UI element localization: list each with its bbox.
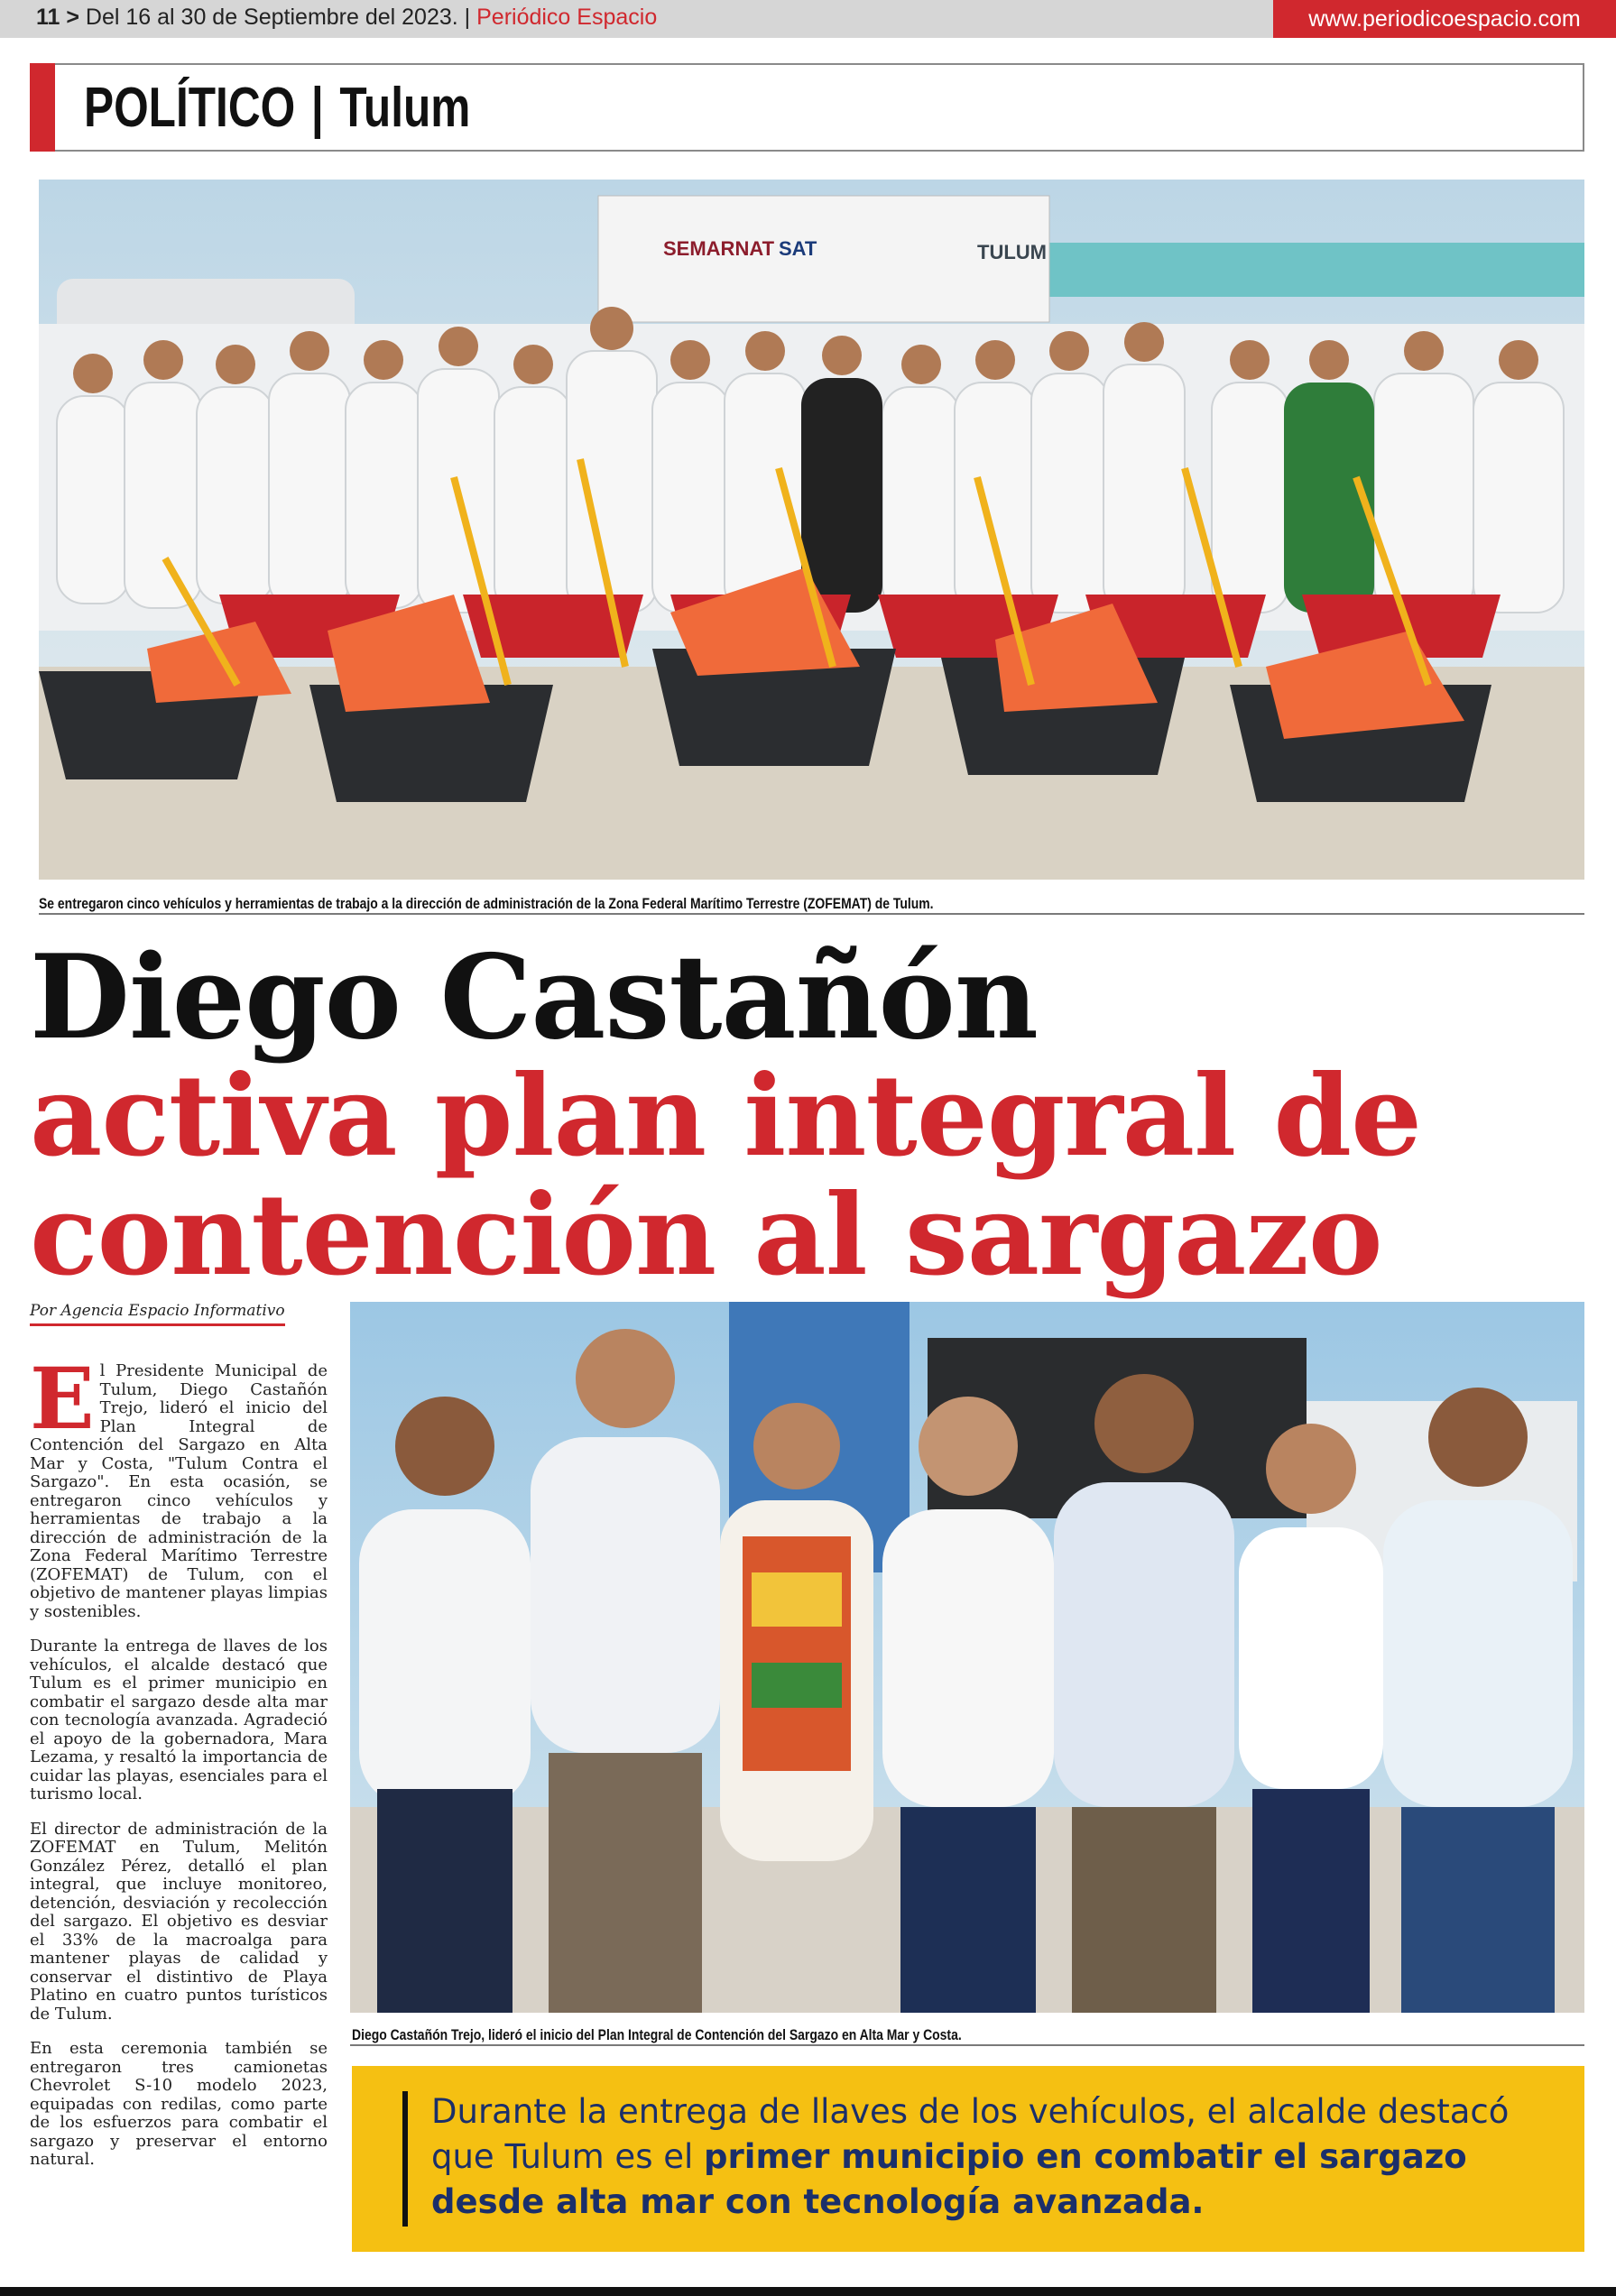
banner-semarnat: SEMARNAT bbox=[663, 237, 775, 260]
section-separator: | bbox=[310, 77, 324, 139]
section-place: Tulum bbox=[339, 77, 471, 139]
drop-cap: E bbox=[30, 1350, 95, 1449]
issue-info bbox=[36, 5, 657, 31]
article-paragraph-3: El director de administración de la ZOFEMAT en Tulum, Melitón González Pérez, detalló el plan integral, que incluye monitoreo, detención, desviación y recolección del sargazo. El objetivo es desviar el 33% de la macroalga para mantener playas de calidad y conservar el distintivo de Playa Platino en cuatro puntos turísticos de Tulum. bbox=[30, 1819, 328, 2024]
headline-line-2: activa plan integral de bbox=[30, 1051, 1421, 1182]
section-title bbox=[84, 76, 470, 141]
pull-quote-normal: Durante la entrega de llaves de los vehículos, el alcalde destacó que Tulum es el bbox=[431, 2092, 1510, 2176]
caption2-rule bbox=[350, 2044, 1584, 2046]
website-link[interactable]: www.periodicoespacio.com bbox=[1273, 0, 1616, 38]
banner-sat: SAT bbox=[779, 237, 817, 260]
pull-quote-bar bbox=[402, 2091, 408, 2227]
date-range: Del 16 al 30 de Septiembre del 2023. | bbox=[78, 5, 477, 30]
byline: Por Agencia Espacio Informativo bbox=[30, 1302, 285, 1326]
section-category: POLÍTICO bbox=[84, 77, 296, 139]
publication-name: Periódico Espacio bbox=[476, 5, 658, 30]
article-body bbox=[30, 1350, 328, 2186]
pull-quote bbox=[352, 2066, 1584, 2252]
group-photo bbox=[39, 180, 1584, 880]
pull-quote-text bbox=[431, 2089, 1559, 2225]
section-header bbox=[30, 63, 1584, 152]
page-number: 11 > bbox=[36, 5, 79, 30]
paragraph-1-text: l Presidente Municipal de Tulum, Diego Castañón Trejo, lideró el inicio del Plan Integral de Contención del Sargazo en Alta Mar y Costa, "Tulum Contra el Sargazo". En esta ocasión, se entregaron cinco vehículos y herramientas de trabajo a la dirección de administración de la Zona Federal Marítimo Terrestre (ZOFEMAT) de Tulum, con el objetivo de mantener playas limpias y sostenibles. bbox=[30, 1361, 328, 1621]
headline-line-1: Diego Castañón bbox=[30, 930, 1038, 1065]
photo1-caption: Se entregaron cinco vehículos y herramientas de trabajo a la dirección de administración de la Zona Federal Marítimo Terrestre (ZOFEMAT) de Tulum. bbox=[39, 895, 934, 912]
caption1-rule bbox=[39, 913, 1584, 915]
article-paragraph-2: Durante la entrega de llaves de los vehículos, el alcalde destacó que Tulum es el primer municipio en combatir el sargazo desde alta mar con tecnología avanzada. Agradeció el apoyo de la gobernadora, Mara Lezama, y resaltó la importancia de cuidar las playas, esenciales para el turismo local. bbox=[30, 1637, 328, 1803]
headline bbox=[30, 930, 1600, 1301]
article-paragraph-4: En esta ceremonia también se entregaron tres camionetas Chevrolet S-10 modelo 2023, equipadas con redilas, como parte de los esfuerzos para combatir el sargazo y preservar el entorno natural. bbox=[30, 2039, 328, 2169]
pull-quote-bold: primer municipio en combatir el sargazo desde alta mar con tecnología avanzada. bbox=[431, 2137, 1467, 2221]
article-paragraph bbox=[30, 1350, 328, 1621]
headline-line-3: contención al sargazo bbox=[30, 1170, 1382, 1301]
photo2-caption: Diego Castañón Trejo, lideró el inicio del Plan Integral de Contención del Sargazo en Alta Mar y Costa. bbox=[352, 2026, 962, 2043]
bottom-bar bbox=[0, 2287, 1616, 2296]
banner-tulum: TULUM bbox=[977, 241, 1047, 263]
top-bar bbox=[0, 0, 1616, 38]
officials-photo bbox=[350, 1302, 1584, 2013]
section-accent-bar bbox=[30, 63, 55, 152]
